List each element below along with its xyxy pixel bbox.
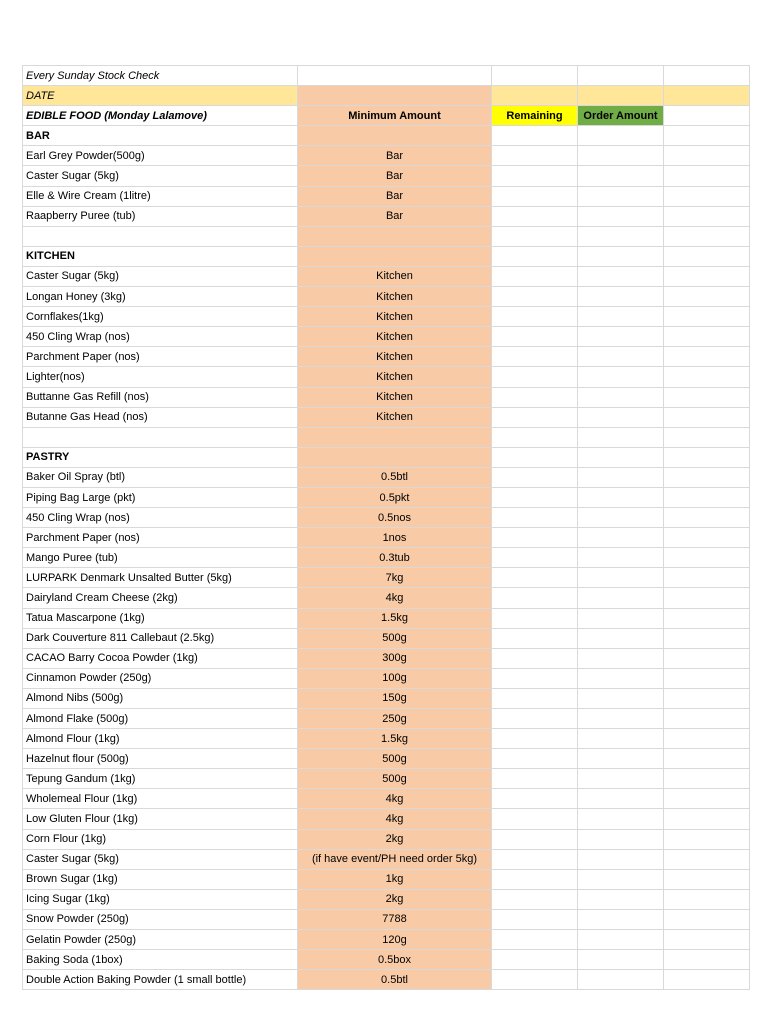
cell[interactable] <box>492 66 578 86</box>
cell[interactable] <box>664 970 750 990</box>
title-row <box>23 66 750 86</box>
order-amount-cell[interactable] <box>578 166 664 186</box>
item-name[interactable]: Butanne Gas Head (nos) <box>23 407 298 427</box>
item-name[interactable]: Parchment Paper (nos) <box>23 347 298 367</box>
item-name[interactable]: 450 Cling Wrap (nos) <box>23 327 298 347</box>
minimum-amount-cell[interactable]: (if have event/PH need order 5kg) <box>298 849 492 869</box>
table-row <box>23 648 750 668</box>
table-row <box>23 608 750 628</box>
order-amount-cell[interactable] <box>578 729 664 749</box>
cell[interactable] <box>664 528 750 548</box>
table-row <box>23 869 750 889</box>
item-name[interactable]: Low Gluten Flour (1kg) <box>23 809 298 829</box>
table-row <box>23 809 750 829</box>
cell[interactable] <box>664 628 750 648</box>
cell[interactable] <box>664 327 750 347</box>
order-amount-cell[interactable] <box>578 146 664 166</box>
cell[interactable] <box>664 729 750 749</box>
table-row <box>23 407 750 427</box>
minimum-amount-cell[interactable]: 4kg <box>298 809 492 829</box>
minimum-amount-cell[interactable]: Bar <box>298 166 492 186</box>
table-row <box>23 970 750 990</box>
item-name[interactable]: Brown Sugar (1kg) <box>23 869 298 889</box>
item-name[interactable]: Mango Puree (tub) <box>23 548 298 568</box>
cell[interactable] <box>664 387 750 407</box>
remaining-cell[interactable] <box>492 608 578 628</box>
item-name[interactable]: Icing Sugar (1kg) <box>23 889 298 909</box>
minimum-amount-cell[interactable]: Kitchen <box>298 307 492 327</box>
remaining-cell[interactable] <box>492 950 578 970</box>
minimum-amount-cell[interactable]: 2kg <box>298 889 492 909</box>
stock-check-sheet <box>22 65 750 990</box>
table-row <box>23 950 750 970</box>
cell[interactable] <box>664 508 750 528</box>
item-name[interactable]: Double Action Baking Powder (1 small bottle) <box>23 970 298 990</box>
minimum-amount-cell[interactable] <box>298 226 492 246</box>
order-amount-cell[interactable] <box>578 307 664 327</box>
cell[interactable] <box>664 246 750 266</box>
remaining-cell[interactable] <box>492 709 578 729</box>
table-row <box>23 548 750 568</box>
table-row <box>23 889 750 909</box>
item-name[interactable]: Hazelnut flour (500g) <box>23 749 298 769</box>
cell[interactable] <box>664 487 750 507</box>
minimum-amount-cell[interactable]: Bar <box>298 186 492 206</box>
minimum-amount-cell[interactable] <box>298 447 492 467</box>
order-amount-cell[interactable] <box>578 126 664 146</box>
item-name[interactable]: Parchment Paper (nos) <box>23 528 298 548</box>
cell[interactable] <box>664 467 750 487</box>
remaining-cell[interactable] <box>492 849 578 869</box>
minimum-amount-cell[interactable] <box>298 246 492 266</box>
remaining-cell[interactable] <box>492 729 578 749</box>
order-amount-cell[interactable] <box>578 930 664 950</box>
order-amount-cell[interactable] <box>578 287 664 307</box>
remaining-cell[interactable] <box>492 528 578 548</box>
date-label[interactable]: DATE <box>23 86 298 106</box>
remaining-cell[interactable] <box>492 548 578 568</box>
table-row <box>23 588 750 608</box>
minimum-amount-cell[interactable]: 0.3tub <box>298 548 492 568</box>
remaining-cell[interactable] <box>492 407 578 427</box>
minimum-amount-cell[interactable]: 1nos <box>298 528 492 548</box>
item-name[interactable]: Caster Sugar (5kg) <box>23 166 298 186</box>
remaining-cell[interactable] <box>492 447 578 467</box>
table-row <box>23 829 750 849</box>
header-remaining[interactable]: Remaining <box>492 106 578 126</box>
item-name[interactable]: Almond Flour (1kg) <box>23 729 298 749</box>
cell[interactable] <box>664 226 750 246</box>
table-row <box>23 146 750 166</box>
cell[interactable] <box>664 869 750 889</box>
remaining-cell[interactable] <box>492 889 578 909</box>
remaining-cell[interactable] <box>492 126 578 146</box>
order-amount-cell[interactable] <box>578 688 664 708</box>
minimum-amount-cell[interactable] <box>298 427 492 447</box>
table-row <box>23 266 750 286</box>
minimum-amount-cell[interactable]: 1.5kg <box>298 729 492 749</box>
table-row <box>23 688 750 708</box>
minimum-amount-cell[interactable]: 150g <box>298 688 492 708</box>
date-row <box>23 86 750 106</box>
minimum-amount-cell[interactable]: 7kg <box>298 568 492 588</box>
cell[interactable] <box>664 166 750 186</box>
minimum-amount-cell[interactable]: 120g <box>298 930 492 950</box>
sheet-body <box>23 66 750 990</box>
table-row <box>23 769 750 789</box>
cell[interactable] <box>578 86 664 106</box>
order-amount-cell[interactable] <box>578 709 664 729</box>
table-row <box>23 930 750 950</box>
table-row <box>23 387 750 407</box>
minimum-amount-cell[interactable]: 1kg <box>298 869 492 889</box>
section-row <box>23 126 750 146</box>
table-row <box>23 729 750 749</box>
order-amount-cell[interactable] <box>578 226 664 246</box>
item-name[interactable]: Cornflakes(1kg) <box>23 307 298 327</box>
cell[interactable] <box>664 287 750 307</box>
remaining-cell[interactable] <box>492 568 578 588</box>
order-amount-cell[interactable] <box>578 909 664 929</box>
cell[interactable] <box>664 809 750 829</box>
cell[interactable] <box>664 829 750 849</box>
item-name[interactable]: Almond Nibs (500g) <box>23 688 298 708</box>
header-item[interactable]: EDIBLE FOOD (Monday Lalamove) <box>23 106 298 126</box>
minimum-amount-cell[interactable]: Kitchen <box>298 327 492 347</box>
remaining-cell[interactable] <box>492 186 578 206</box>
cell[interactable] <box>664 447 750 467</box>
cell[interactable] <box>664 568 750 588</box>
table-row <box>23 307 750 327</box>
order-amount-cell[interactable] <box>578 668 664 688</box>
order-amount-cell[interactable] <box>578 608 664 628</box>
cell[interactable] <box>664 668 750 688</box>
order-amount-cell[interactable] <box>578 829 664 849</box>
table-row <box>23 909 750 929</box>
cell[interactable] <box>578 66 664 86</box>
blank-row <box>23 226 750 246</box>
order-amount-cell[interactable] <box>578 447 664 467</box>
order-amount-cell[interactable] <box>578 508 664 528</box>
table-row <box>23 186 750 206</box>
order-amount-cell[interactable] <box>578 548 664 568</box>
order-amount-cell[interactable] <box>578 809 664 829</box>
cell[interactable] <box>664 749 750 769</box>
cell[interactable] <box>664 106 750 126</box>
table-row <box>23 287 750 307</box>
section-label[interactable]: PASTRY <box>23 447 298 467</box>
item-name[interactable]: Earl Grey Powder(500g) <box>23 146 298 166</box>
item-name[interactable]: Snow Powder (250g) <box>23 909 298 929</box>
cell[interactable] <box>664 66 750 86</box>
cell[interactable] <box>664 407 750 427</box>
table-row <box>23 709 750 729</box>
cell[interactable] <box>664 889 750 909</box>
remaining-cell[interactable] <box>492 909 578 929</box>
remaining-cell[interactable] <box>492 166 578 186</box>
order-amount-cell[interactable] <box>578 889 664 909</box>
table-row <box>23 568 750 588</box>
remaining-cell[interactable] <box>492 327 578 347</box>
item-name[interactable]: Dairyland Cream Cheese (2kg) <box>23 588 298 608</box>
item-name[interactable]: Almond Flake (500g) <box>23 709 298 729</box>
item-name[interactable]: Caster Sugar (5kg) <box>23 266 298 286</box>
order-amount-cell[interactable] <box>578 427 664 447</box>
order-amount-cell[interactable] <box>578 327 664 347</box>
minimum-amount-cell[interactable]: Kitchen <box>298 367 492 387</box>
cell[interactable] <box>664 769 750 789</box>
cell[interactable] <box>664 909 750 929</box>
order-amount-cell[interactable] <box>578 487 664 507</box>
minimum-amount-cell[interactable]: 0.5box <box>298 950 492 970</box>
remaining-cell[interactable] <box>492 588 578 608</box>
minimum-amount-cell[interactable]: 0.5pkt <box>298 487 492 507</box>
item-name[interactable]: Corn Flour (1kg) <box>23 829 298 849</box>
remaining-cell[interactable] <box>492 146 578 166</box>
cell[interactable] <box>664 648 750 668</box>
cell[interactable] <box>664 548 750 568</box>
remaining-cell[interactable] <box>492 869 578 889</box>
order-amount-cell[interactable] <box>578 849 664 869</box>
minimum-amount-cell[interactable]: Bar <box>298 206 492 226</box>
order-amount-cell[interactable] <box>578 528 664 548</box>
order-amount-cell[interactable] <box>578 749 664 769</box>
table-row <box>23 789 750 809</box>
cell[interactable] <box>664 86 750 106</box>
order-amount-cell[interactable] <box>578 648 664 668</box>
blank-row <box>23 427 750 447</box>
cell[interactable] <box>664 688 750 708</box>
cell[interactable] <box>664 347 750 367</box>
minimum-amount-cell[interactable]: 500g <box>298 749 492 769</box>
remaining-cell[interactable] <box>492 266 578 286</box>
minimum-amount-cell[interactable]: Kitchen <box>298 266 492 286</box>
order-amount-cell[interactable] <box>578 246 664 266</box>
table-row <box>23 206 750 226</box>
minimum-amount-cell[interactable]: 2kg <box>298 829 492 849</box>
remaining-cell[interactable] <box>492 246 578 266</box>
item-name[interactable] <box>23 427 298 447</box>
header-order-amount[interactable]: Order Amount <box>578 106 664 126</box>
item-name[interactable] <box>23 226 298 246</box>
cell[interactable] <box>664 588 750 608</box>
item-name[interactable]: 450 Cling Wrap (nos) <box>23 508 298 528</box>
order-amount-cell[interactable] <box>578 588 664 608</box>
order-amount-cell[interactable] <box>578 869 664 889</box>
cell[interactable] <box>664 146 750 166</box>
section-label[interactable]: BAR <box>23 126 298 146</box>
item-name[interactable]: Caster Sugar (5kg) <box>23 849 298 869</box>
remaining-cell[interactable] <box>492 628 578 648</box>
item-name[interactable]: CACAO Barry Cocoa Powder (1kg) <box>23 648 298 668</box>
minimum-amount-cell[interactable]: Kitchen <box>298 407 492 427</box>
order-amount-cell[interactable] <box>578 568 664 588</box>
remaining-cell[interactable] <box>492 688 578 708</box>
minimum-amount-cell[interactable]: 500g <box>298 628 492 648</box>
item-name[interactable]: Tepung Gandum (1kg) <box>23 769 298 789</box>
order-amount-cell[interactable] <box>578 950 664 970</box>
order-amount-cell[interactable] <box>578 467 664 487</box>
minimum-amount-cell[interactable]: 0.5nos <box>298 508 492 528</box>
item-name[interactable]: Raapberry Puree (tub) <box>23 206 298 226</box>
order-amount-cell[interactable] <box>578 347 664 367</box>
table-row <box>23 508 750 528</box>
item-name[interactable]: Dark Couverture 811 Callebaut (2.5kg) <box>23 628 298 648</box>
table-row <box>23 347 750 367</box>
minimum-amount-cell[interactable] <box>298 126 492 146</box>
remaining-cell[interactable] <box>492 307 578 327</box>
remaining-cell[interactable] <box>492 508 578 528</box>
remaining-cell[interactable] <box>492 287 578 307</box>
item-name[interactable]: Longan Honey (3kg) <box>23 287 298 307</box>
cell[interactable] <box>664 930 750 950</box>
table-row <box>23 628 750 648</box>
cell[interactable] <box>664 709 750 729</box>
header-row <box>23 106 750 126</box>
item-name[interactable]: Buttanne Gas Refill (nos) <box>23 387 298 407</box>
cell[interactable] <box>664 950 750 970</box>
order-amount-cell[interactable] <box>578 407 664 427</box>
minimum-amount-cell[interactable]: Kitchen <box>298 387 492 407</box>
section-row <box>23 246 750 266</box>
cell[interactable] <box>664 126 750 146</box>
header-minimum-amount[interactable]: Minimum Amount <box>298 106 492 126</box>
cell[interactable] <box>664 266 750 286</box>
minimum-amount-cell[interactable]: 1.5kg <box>298 608 492 628</box>
order-amount-cell[interactable] <box>578 266 664 286</box>
item-name[interactable]: Wholemeal Flour (1kg) <box>23 789 298 809</box>
cell[interactable] <box>664 367 750 387</box>
order-amount-cell[interactable] <box>578 789 664 809</box>
table-row <box>23 467 750 487</box>
remaining-cell[interactable] <box>492 467 578 487</box>
table-row <box>23 668 750 688</box>
minimum-amount-cell[interactable]: 250g <box>298 709 492 729</box>
date-value-cell[interactable] <box>298 86 492 106</box>
item-name[interactable]: Elle & Wire Cream (1litre) <box>23 186 298 206</box>
remaining-cell[interactable] <box>492 970 578 990</box>
remaining-cell[interactable] <box>492 769 578 789</box>
item-name[interactable]: Piping Bag Large (pkt) <box>23 487 298 507</box>
remaining-cell[interactable] <box>492 367 578 387</box>
item-name[interactable]: Gelatin Powder (250g) <box>23 930 298 950</box>
remaining-cell[interactable] <box>492 789 578 809</box>
section-row <box>23 447 750 467</box>
minimum-amount-cell[interactable]: 0.5btl <box>298 467 492 487</box>
remaining-cell[interactable] <box>492 206 578 226</box>
sheet-title[interactable]: Every Sunday Stock Check <box>23 66 298 86</box>
minimum-amount-cell[interactable]: 0.5btl <box>298 970 492 990</box>
table-row <box>23 327 750 347</box>
cell[interactable] <box>664 307 750 327</box>
item-name[interactable]: Baking Soda (1box) <box>23 950 298 970</box>
item-name[interactable]: Lighter(nos) <box>23 367 298 387</box>
item-name[interactable]: Baker Oil Spray (btl) <box>23 467 298 487</box>
table-row <box>23 528 750 548</box>
remaining-cell[interactable] <box>492 668 578 688</box>
order-amount-cell[interactable] <box>578 367 664 387</box>
remaining-cell[interactable] <box>492 749 578 769</box>
cell[interactable] <box>664 186 750 206</box>
minimum-amount-cell[interactable]: Kitchen <box>298 287 492 307</box>
order-amount-cell[interactable] <box>578 387 664 407</box>
minimum-amount-cell[interactable]: 300g <box>298 648 492 668</box>
minimum-amount-cell[interactable]: 7788 <box>298 909 492 929</box>
item-name[interactable]: Tatua Mascarpone (1kg) <box>23 608 298 628</box>
table-row <box>23 166 750 186</box>
table-row <box>23 849 750 869</box>
minimum-amount-cell[interactable]: 500g <box>298 769 492 789</box>
order-amount-cell[interactable] <box>578 970 664 990</box>
remaining-cell[interactable] <box>492 487 578 507</box>
remaining-cell[interactable] <box>492 387 578 407</box>
item-name[interactable]: LURPARK Denmark Unsalted Butter (5kg) <box>23 568 298 588</box>
remaining-cell[interactable] <box>492 226 578 246</box>
minimum-amount-cell[interactable]: Bar <box>298 146 492 166</box>
table-row <box>23 749 750 769</box>
cell[interactable] <box>664 206 750 226</box>
cell[interactable] <box>664 608 750 628</box>
minimum-amount-cell[interactable]: 100g <box>298 668 492 688</box>
cell[interactable] <box>492 86 578 106</box>
remaining-cell[interactable] <box>492 809 578 829</box>
minimum-amount-cell[interactable]: 4kg <box>298 789 492 809</box>
remaining-cell[interactable] <box>492 427 578 447</box>
cell[interactable] <box>664 849 750 869</box>
order-amount-cell[interactable] <box>578 186 664 206</box>
order-amount-cell[interactable] <box>578 628 664 648</box>
order-amount-cell[interactable] <box>578 769 664 789</box>
table-row <box>23 487 750 507</box>
cell[interactable] <box>298 66 492 86</box>
item-name[interactable]: Cinnamon Powder (250g) <box>23 668 298 688</box>
cell[interactable] <box>664 427 750 447</box>
table-row <box>23 367 750 387</box>
order-amount-cell[interactable] <box>578 206 664 226</box>
remaining-cell[interactable] <box>492 829 578 849</box>
remaining-cell[interactable] <box>492 648 578 668</box>
minimum-amount-cell[interactable]: Kitchen <box>298 347 492 367</box>
remaining-cell[interactable] <box>492 347 578 367</box>
section-label[interactable]: KITCHEN <box>23 246 298 266</box>
minimum-amount-cell[interactable]: 4kg <box>298 588 492 608</box>
cell[interactable] <box>664 789 750 809</box>
remaining-cell[interactable] <box>492 930 578 950</box>
